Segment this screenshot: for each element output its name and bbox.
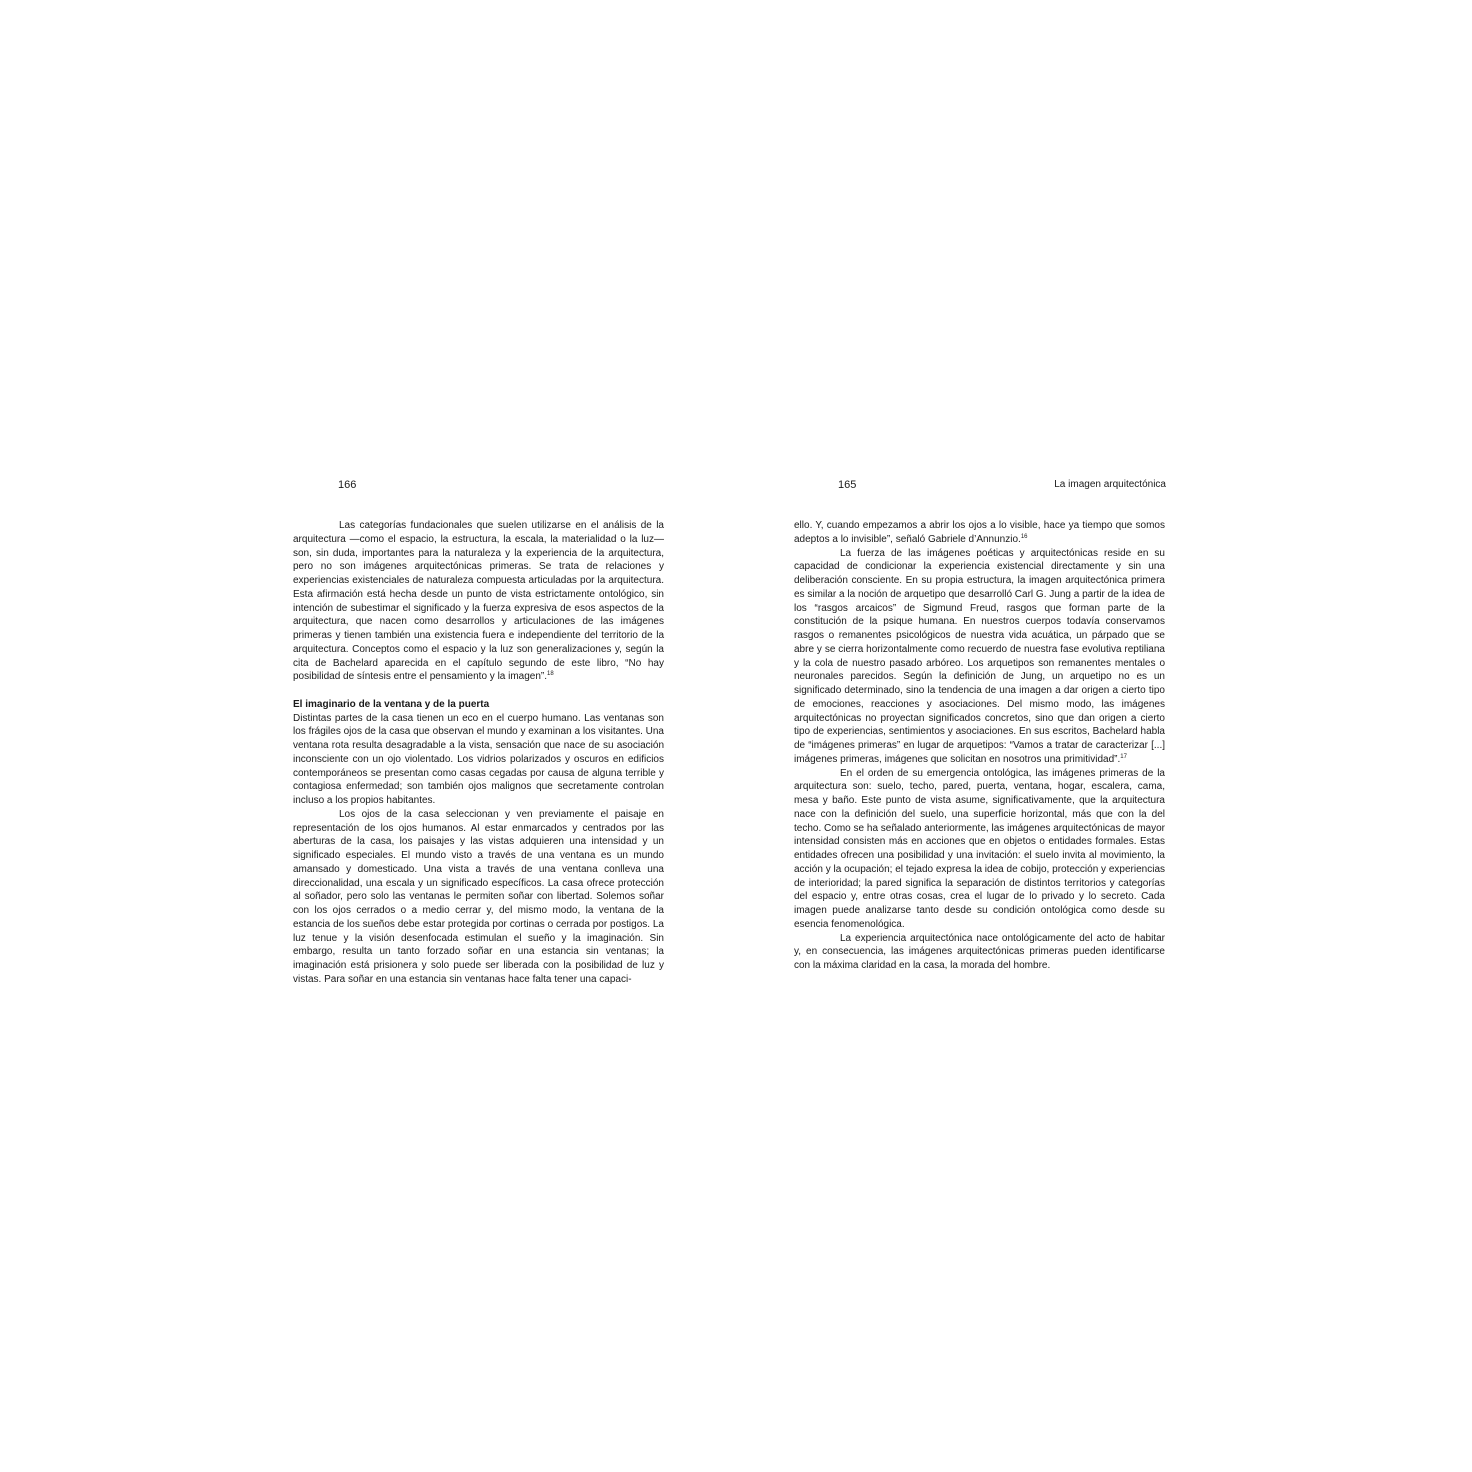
paragraph-text: Las categorías fundacionales que suelen utilizarse en el análisis de la arquitectura —como el espacio, la estructura, la escala, la materialidad o la luz— son, sin duda, importantes para la naturaleza y la experiencia de la arquitectura, pero no son imágenes arquitectónicas primeras. Se trata de relaciones y experiencias existenciales de naturaleza compuesta articuladas por la arquitectura. Esta afirmación está hecha desde un punto de vista estrictamente ontológico, sin intención de subestimar el significado y la fuerza expresiva de esos aspectos de la arquitectura, que nacen como desarrollos y articulaciones de las imágenes primeras y tienen también una existencia fuera e independiente del territorio de la arquitectura. Conceptos como el espacio y la luz son generalizaciones y, según la cita de Bachelard aparecida en el capítulo segundo de este libro, “No hay posibilidad de síntesis entre el pensamiento y la imagen”. <box>293 520 664 683</box>
left-text-column <box>293 519 664 987</box>
page-number-left: 166 <box>338 479 357 491</box>
footnote-ref: 16 <box>1020 533 1028 540</box>
footnote-ref: 18 <box>547 671 554 678</box>
right-text-column <box>794 519 1165 973</box>
section-heading: El imaginario de la ventana y de la puerta <box>293 698 490 710</box>
paragraph <box>794 519 1165 547</box>
paragraph: Distintas partes de la casa tienen un eco en el cuerpo humano. Las ventanas son los frágiles ojos de la casa que observan el mundo y examinan a los visitantes. Una ventana rota resulta desagradable a la vista, sensación que nace de su asociación inconsciente con un ojo violentado. Los vidrios polarizados y oscuros en edificios contemporáneos se presentan como casas cegadas por causa de alguna terrible y contagiosa enfermedad; son también ojos malignos que secretamente controlan incluso a los propios habitantes. <box>293 712 664 806</box>
paragraph <box>293 519 664 684</box>
running-header: La imagen arquitectónica <box>1054 479 1166 490</box>
page-number-right: 165 <box>838 479 857 491</box>
footnote-ref: 17 <box>1120 753 1127 760</box>
paragraph-text: ello. Y, cuando empezamos a abrir los ojos a lo visible, hace ya tiempo que somos adeptos a lo invisible”, señaló Gabriele d’Annunzio. <box>794 520 1165 545</box>
right-page <box>736 0 1472 1472</box>
paragraph: Los ojos de la casa seleccionan y ven previamente el paisaje en representación de los ojos humanos. Al estar enmarcados y centrados por las aberturas de la casa, los paisajes y las vistas adquieren una intensidad y un significado especiales. El mundo visto a través de una ventana es un mundo amansado y domesticado. Una vista a través de una ventana conlleva una direccionalidad, una escala y un significado específicos. La casa ofrece protección al soñador, pero solo las ventanas le permiten soñar con libertad. Solemos soñar con los ojos cerrados o a medio cerrar y, del mismo modo, la ventana de la estancia de los sueños debe estar protegida por cortinas o cerrada por postigos. La luz tenue y la visión desenfocada estimulan el sueño y la imaginación. Sin embargo, resulta un tanto forzado soñar en una estancia sin ventanas; la imaginación está prisionera y solo puede ser liberada con la posibilidad de luz y vistas. Para soñar en una estancia sin ventanas hace falta tener una capaci- <box>293 808 664 985</box>
paragraph <box>794 547 1165 767</box>
paragraph-text: La fuerza de las imágenes poéticas y arquitectónicas reside en su capacidad de condicionar la experiencia existencial directamente y sin una deliberación consciente. En su propia estructura, la imagen arquitectónica primera es similar a la noción de arquetipo que desarrolló Carl G. Jung a partir de la idea de los “rasgos arcaicos” de Sigmund Freud, rasgos que forman parte de la constitución de la psique humana. En nuestros cuerpos todavía conservamos rasgos o remanentes psicológicos de nuestra vida acuática, un párpado que se abre y se cierra horizontalmente como recuerdo de nuestra fase evolutiva reptiliana y la cola de nuestro pasado arbóreo. Los arquetipos son remanentes mentales o neuronales parecidos. Según la definición de Jung, un arquetipo no es un significado determinado, sino la tendencia de una imagen a dar origen a cierto tipo de emociones, reacciones y asociaciones. Del mismo modo, las imágenes arquitectónicas no proyectan significados concretos, sino que dan origen a cierto tipo de experiencias, sentimientos y asociaciones. En sus escritos, Bachelard habla de “imágenes primeras” en lugar de arquetipos: “Vamos a tratar de caracterizar [...] imágenes primeras, imágenes que solicitan en nosotros una primitividad”. <box>794 547 1165 765</box>
paragraph: En el orden de su emergencia ontológica, las imágenes primeras de la arquitectura son: suelo, techo, pared, puerta, ventana, hogar, escalera, cama, mesa y baño. Este punto de vista asume, significativamente, que la arquitectura nace con la definición del suelo, una superficie horizontal, más que con la del techo. Como se ha señalado anteriormente, las imágenes arquitectónicas de mayor intensidad consisten más en acciones que en objetos o entidades formales. Estas entidades ofrecen una posibilidad y una invitación: el suelo invita al movimiento, la acción y la ocupación; el tejado expresa la idea de cobijo, protección y experiencias de interioridad; la pared significa la separación de distintos territorios y categorías del espacio y, entre otras cosas, crea el lugar de lo privado y lo secreto. Cada imagen puede analizarse tanto desde su condición ontológica como desde su esencia fenomenológica. <box>794 767 1165 930</box>
paragraph: La experiencia arquitectónica nace ontológicamente del acto de habitar y, en consecuencia, las imágenes arquitectónicas primeras pueden identificarse con la máxima claridad en la casa, la morada del hombre. <box>794 932 1165 971</box>
